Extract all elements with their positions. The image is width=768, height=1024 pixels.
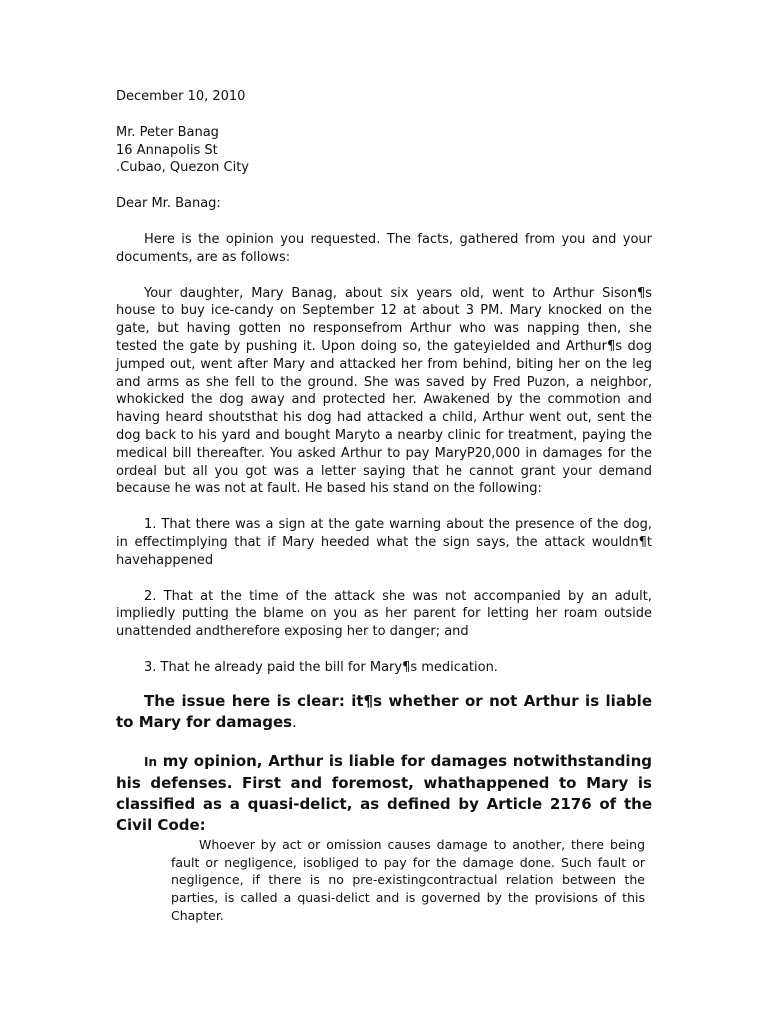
facts-paragraph: Your daughter, Mary Banag, about six years old, went to Arthur Sison¶s house to buy ice-candy on September 12 at about 3 PM. Mary knocked on the gate, but having gotten no responsefrom Arthur who was napping then, she tested the gate by pushing it. Upon doing so, the gateyielded and Arthur¶s dog jumped out, went after Mary and attacked her from behind, biting her on the leg and arms as she fell to the ground. She was saved by Fred Puzon, a neighbor, whokicked the dog away and protected her. Awakened by the commotion and having heard shoutsthat his dog had attacked a child, Arthur went out, sent the dog back to his yard and bought Maryto a nearby clinic for treatment, paying the medical bill thereafter. You asked Arthur to pay MaryP20,000 in damages for the ordeal but all you got was a letter saying that he cannot grant your demand because he was not at fault. He based his stand on the following:	[116, 285, 652, 497]
opinion-text: my opinion, Arthur is liable for damages notwithstanding his defenses. First and foremost, whathappened to Mary is classified as a quasi-delict, as defined by Article 2176 of the Civil Code:	[116, 751, 652, 834]
recipient-street: 16 Annapolis St	[116, 142, 218, 158]
recipient-name: Mr. Peter Banag	[116, 124, 219, 140]
spacer	[116, 570, 652, 588]
recipient-city: .Cubao, Quezon City	[116, 160, 249, 176]
defense-item-2: 2. That at the time of the attack she was not accompanied by an adult, impliedly putting the blame on you as her parent for letting her roam outside unattended andtherefore exposing her to danger; and	[116, 588, 652, 640]
letter-date: December 10, 2010	[116, 89, 246, 104]
spacer	[116, 733, 652, 751]
issue-period: .	[292, 712, 297, 731]
defense-item-3: 3. That he already paid the bill for Mary¶s medication.	[144, 659, 498, 675]
opinion-lead-word: In	[144, 754, 158, 769]
issue-statement	[116, 691, 652, 733]
spacer	[116, 213, 652, 231]
spacer	[116, 106, 652, 124]
defense-item-1: 1. That there was a sign at the gate warning about the presence of the dog, in effectimplying that if Mary heeded what the sign says, the attack wouldn¶t havehappened	[116, 517, 652, 568]
civil-code-quote: Whoever by act or omission causes damage to another, there being fault or negligence, isobliged to pay for the damage done. Such fault or negligence, if there is no pre-existingcontractual relation between the parties, is called a quasi-delict and is governed by the provisions of this Chapter.	[171, 836, 645, 923]
letter-page	[116, 88, 652, 925]
intro-paragraph: Here is the opinion you requested. The facts, gathered from you and your documents, are as follows:	[116, 231, 652, 265]
salutation: Dear Mr. Banag:	[116, 196, 221, 212]
spacer	[116, 641, 652, 659]
spacer	[116, 498, 652, 516]
spacer	[116, 267, 652, 285]
opinion-paragraph	[116, 751, 652, 836]
recipient-address	[116, 124, 652, 177]
spacer	[116, 177, 652, 195]
issue-text: The issue here is clear: it¶s whether or not Arthur is liable to Mary for damages	[116, 691, 652, 731]
spacer	[116, 677, 652, 691]
